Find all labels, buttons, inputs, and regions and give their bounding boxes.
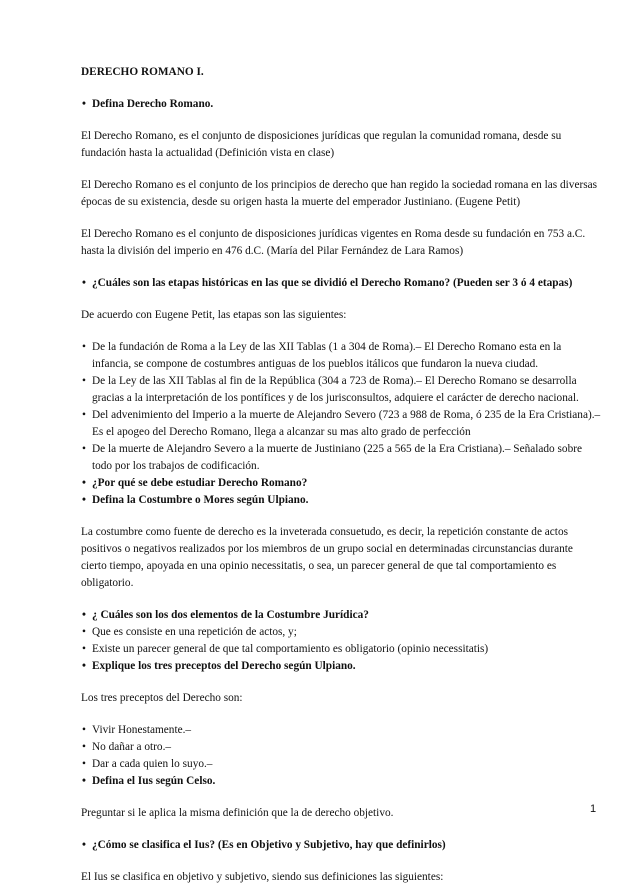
bullet-icon: • — [82, 98, 86, 110]
bullet-icon: • — [82, 741, 86, 753]
list-item: • Existe un parecer general de que tal comportamiento es obligatorio (opinio necessitatis) — [81, 641, 601, 658]
question-etapas-historicas: • ¿Cuáles son las etapas históricas en las que se dividió el Derecho Romano? (Pueden ser 3 ó 4 etapas) — [81, 275, 601, 292]
question-ius-celso: • Defina el Ius según Celso. — [81, 773, 601, 790]
definition-paragraph-class: El Derecho Romano, es el conjunto de disposiciones jurídicas que regulan la comunidad romana, desde su fundación hasta la actualidad (Definición vista en clase) — [81, 130, 562, 159]
document-body — [81, 64, 601, 886]
list-item: • De la muerte de Alejandro Severo a la muerte de Justiniano (225 a 565 de la Era Cristiana).– Señalado sobre todo por los trabajos de codificación. — [82, 443, 582, 472]
bullet-icon: • — [82, 409, 86, 421]
bullet-icon: • — [82, 839, 86, 851]
bullet-icon: • — [82, 375, 86, 387]
bullet-icon: • — [82, 277, 86, 289]
bullet-icon: • — [82, 626, 86, 638]
costumbre-paragraph: La costumbre como fuente de derecho es la inveterada consuetudo, es decir, la repetición constante de actos positivos o negativos realizados por los miembros de un grupo social en determinadas circunstancias durante cierto tiempo, apoyada en una opinio necessitatis, o sea, un parecer general de que tal comportamiento es obligatorio. — [81, 526, 573, 589]
etapas-list — [81, 339, 601, 509]
ius-celso-note: Preguntar si le aplica la misma definición que la de derecho objetivo. — [81, 807, 394, 819]
list-item: • No dañar a otro.– — [81, 739, 601, 756]
bullet-icon: • — [82, 341, 86, 353]
elementos-list — [81, 607, 601, 675]
question-por-que-estudiar: • ¿Por qué se debe estudiar Derecho Romano? — [81, 475, 601, 492]
document-title: DERECHO ROMANO I. — [81, 66, 204, 78]
definition-paragraph-petit: El Derecho Romano es el conjunto de los principios de derecho que han regido la sociedad romana en las diversas épocas de su existencia, desde su origen hasta la muerte del emperador Justiniano. (Eugene Petit) — [81, 179, 598, 208]
bullet-icon: • — [82, 443, 86, 455]
preceptos-list — [81, 722, 601, 790]
bullet-icon: • — [82, 494, 86, 506]
bullet-icon: • — [82, 643, 86, 655]
question-defina-derecho-romano: • Defina Derecho Romano. — [81, 96, 601, 113]
bullet-icon: • — [82, 758, 86, 770]
list-item: • Del advenimiento del Imperio a la muerte de Alejandro Severo (723 a 988 de Roma, ó 235 de la Era Cristiana).– Es el apogeo del Derecho Romano, llega a alcanzar su mas alto grado de perfección — [82, 409, 601, 438]
definition-paragraph-fernandez: El Derecho Romano es el conjunto de disposiciones jurídicas vigentes en Roma desde su fundación en 753 a.C. hasta la división del imperio en 476 d.C. (María del Pilar Fernández de Lara Ramos) — [81, 228, 586, 257]
clasificacion-ius-paragraph: El Ius se clasifica en objetivo y subjetivo, siendo sus definiciones las siguientes: — [81, 871, 444, 883]
question-tres-preceptos: • Explique los tres preceptos del Derecho según Ulpiano. — [81, 658, 601, 675]
bullet-icon: • — [82, 609, 86, 621]
question-clasificacion-ius: • ¿Cómo se clasifica el Ius? (Es en Objetivo y Subjetivo, hay que definirlos) — [81, 837, 601, 854]
etapas-intro: De acuerdo con Eugene Petit, las etapas son las siguientes: — [81, 309, 347, 321]
list-item: • Que es consiste en una repetición de actos, y; — [81, 624, 601, 641]
list-item: • De la Ley de las XII Tablas al fin de la República (304 a 723 de Roma).– El Derecho Romano se desarrolla gracias a la interpretación de los pontífices y de los jurisconsultos, adquiere el carácter de derecho nacional. — [82, 375, 579, 404]
bullet-icon: • — [82, 477, 86, 489]
bullet-icon: • — [82, 660, 86, 672]
list-item: • Dar a cada quien lo suyo.– — [81, 756, 601, 773]
bullet-icon: • — [82, 724, 86, 736]
bullet-icon: • — [82, 775, 86, 787]
preceptos-intro: Los tres preceptos del Derecho son: — [81, 692, 243, 704]
list-item: • Vivir Honestamente.– — [81, 722, 601, 739]
page-number: 1 — [590, 803, 597, 815]
question-elementos-costumbre: • ¿ Cuáles son los dos elementos de la Costumbre Jurídica? — [81, 607, 601, 624]
question-costumbre-ulpiano: • Defina la Costumbre o Mores según Ulpiano. — [81, 492, 601, 509]
list-item: • De la fundación de Roma a la Ley de las XII Tablas (1 a 304 de Roma).– El Derecho Romano esta en la infancia, se compone de costumbres antiguas de los pueblos itálicos que fundaron la nueva ciudad. — [82, 341, 562, 370]
